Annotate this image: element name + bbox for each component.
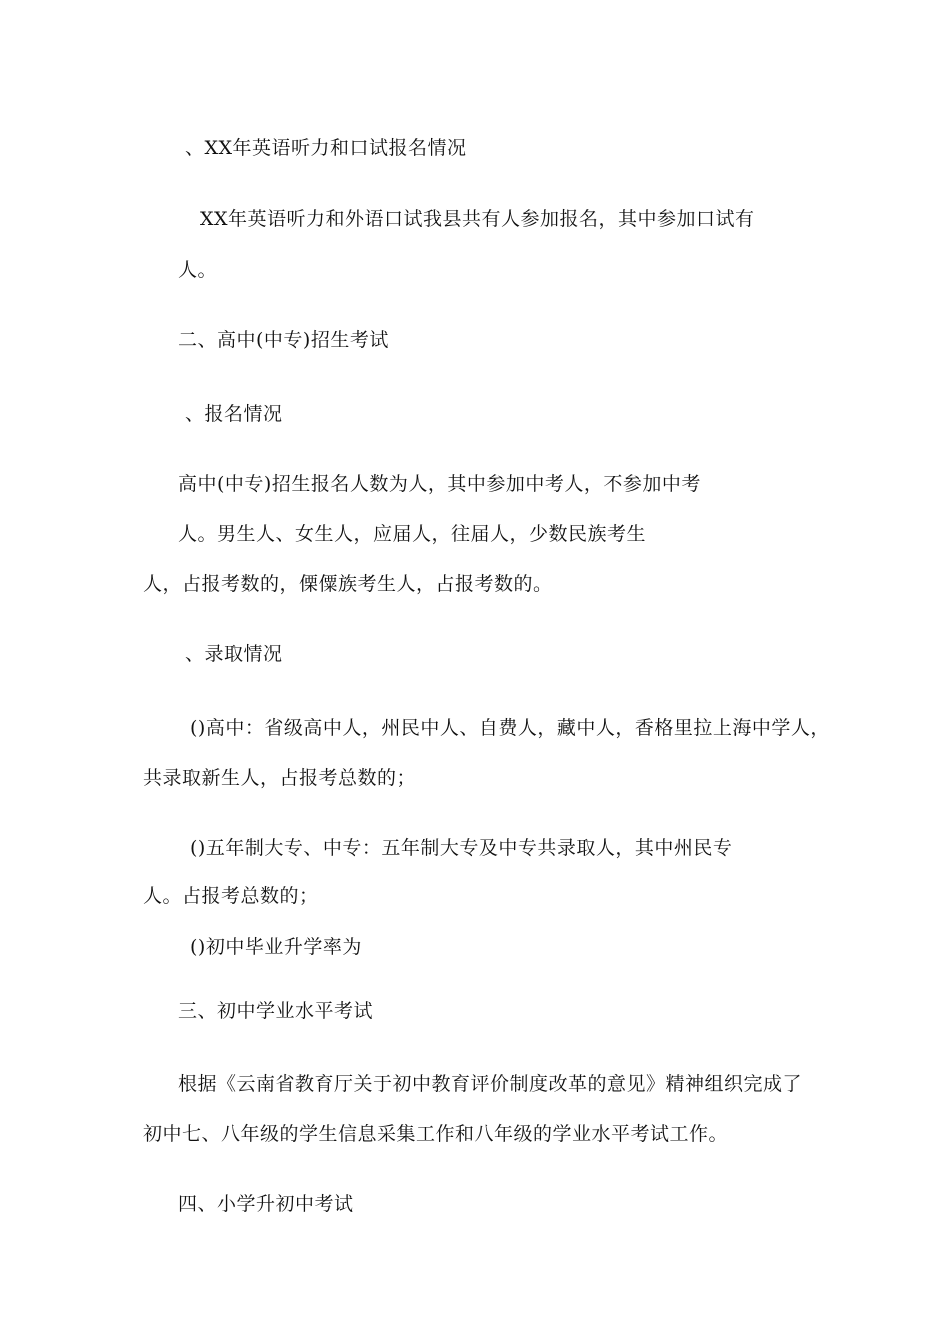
paragraph-english-registration-line2: 人。: [178, 259, 218, 281]
paragraph-english-registration-line1: XX年英语听力和外语口试我县共有人参加报名，其中参加口试有: [200, 208, 755, 230]
paragraph-vocational-line1: ()五年制大专、中专：五年制大专及中专共录取人，其中州民专: [190, 837, 733, 859]
paragraph-graduation-rate: ()初中毕业升学率为: [190, 936, 362, 958]
paragraph-registration-line1: 高中(中专)招生报名人数为人，其中参加中考人，不参加中考: [178, 473, 701, 495]
heading-english-listening-registration: 、XX年英语听力和口试报名情况: [185, 137, 467, 159]
paragraph-registration-line2: 人。男生人、女生人，应届人，往届人，少数民族考生: [178, 523, 647, 545]
heading-admission-status: 、录取情况: [185, 643, 283, 665]
paragraph-academic-level-line1: 根据《云南省教育厅关于初中教育评价制度改革的意见》精神组织完成了: [178, 1073, 803, 1095]
paragraph-high-school-line1: ()高中：省级高中人，州民中人、自费人，藏中人，香格里拉上海中学人，: [190, 717, 830, 739]
heading-academic-level-exam: 三、初中学业水平考试: [178, 1000, 374, 1022]
paragraph-high-school-line2: 共录取新生人，占报考总数的；: [143, 767, 417, 789]
heading-high-school-admission-exam: 二、高中(中专)招生考试: [178, 329, 389, 351]
paragraph-vocational-line2: 人。占报考总数的；: [143, 885, 319, 907]
heading-primary-to-junior-exam: 四、小学升初中考试: [178, 1193, 354, 1215]
paragraph-academic-level-line2: 初中七、八年级的学生信息采集工作和八年级的学业水平考试工作。: [143, 1123, 729, 1145]
paragraph-registration-line3: 人，占报考数的，傈僳族考生人，占报考数的。: [143, 573, 553, 595]
heading-registration-status: 、报名情况: [185, 403, 283, 425]
